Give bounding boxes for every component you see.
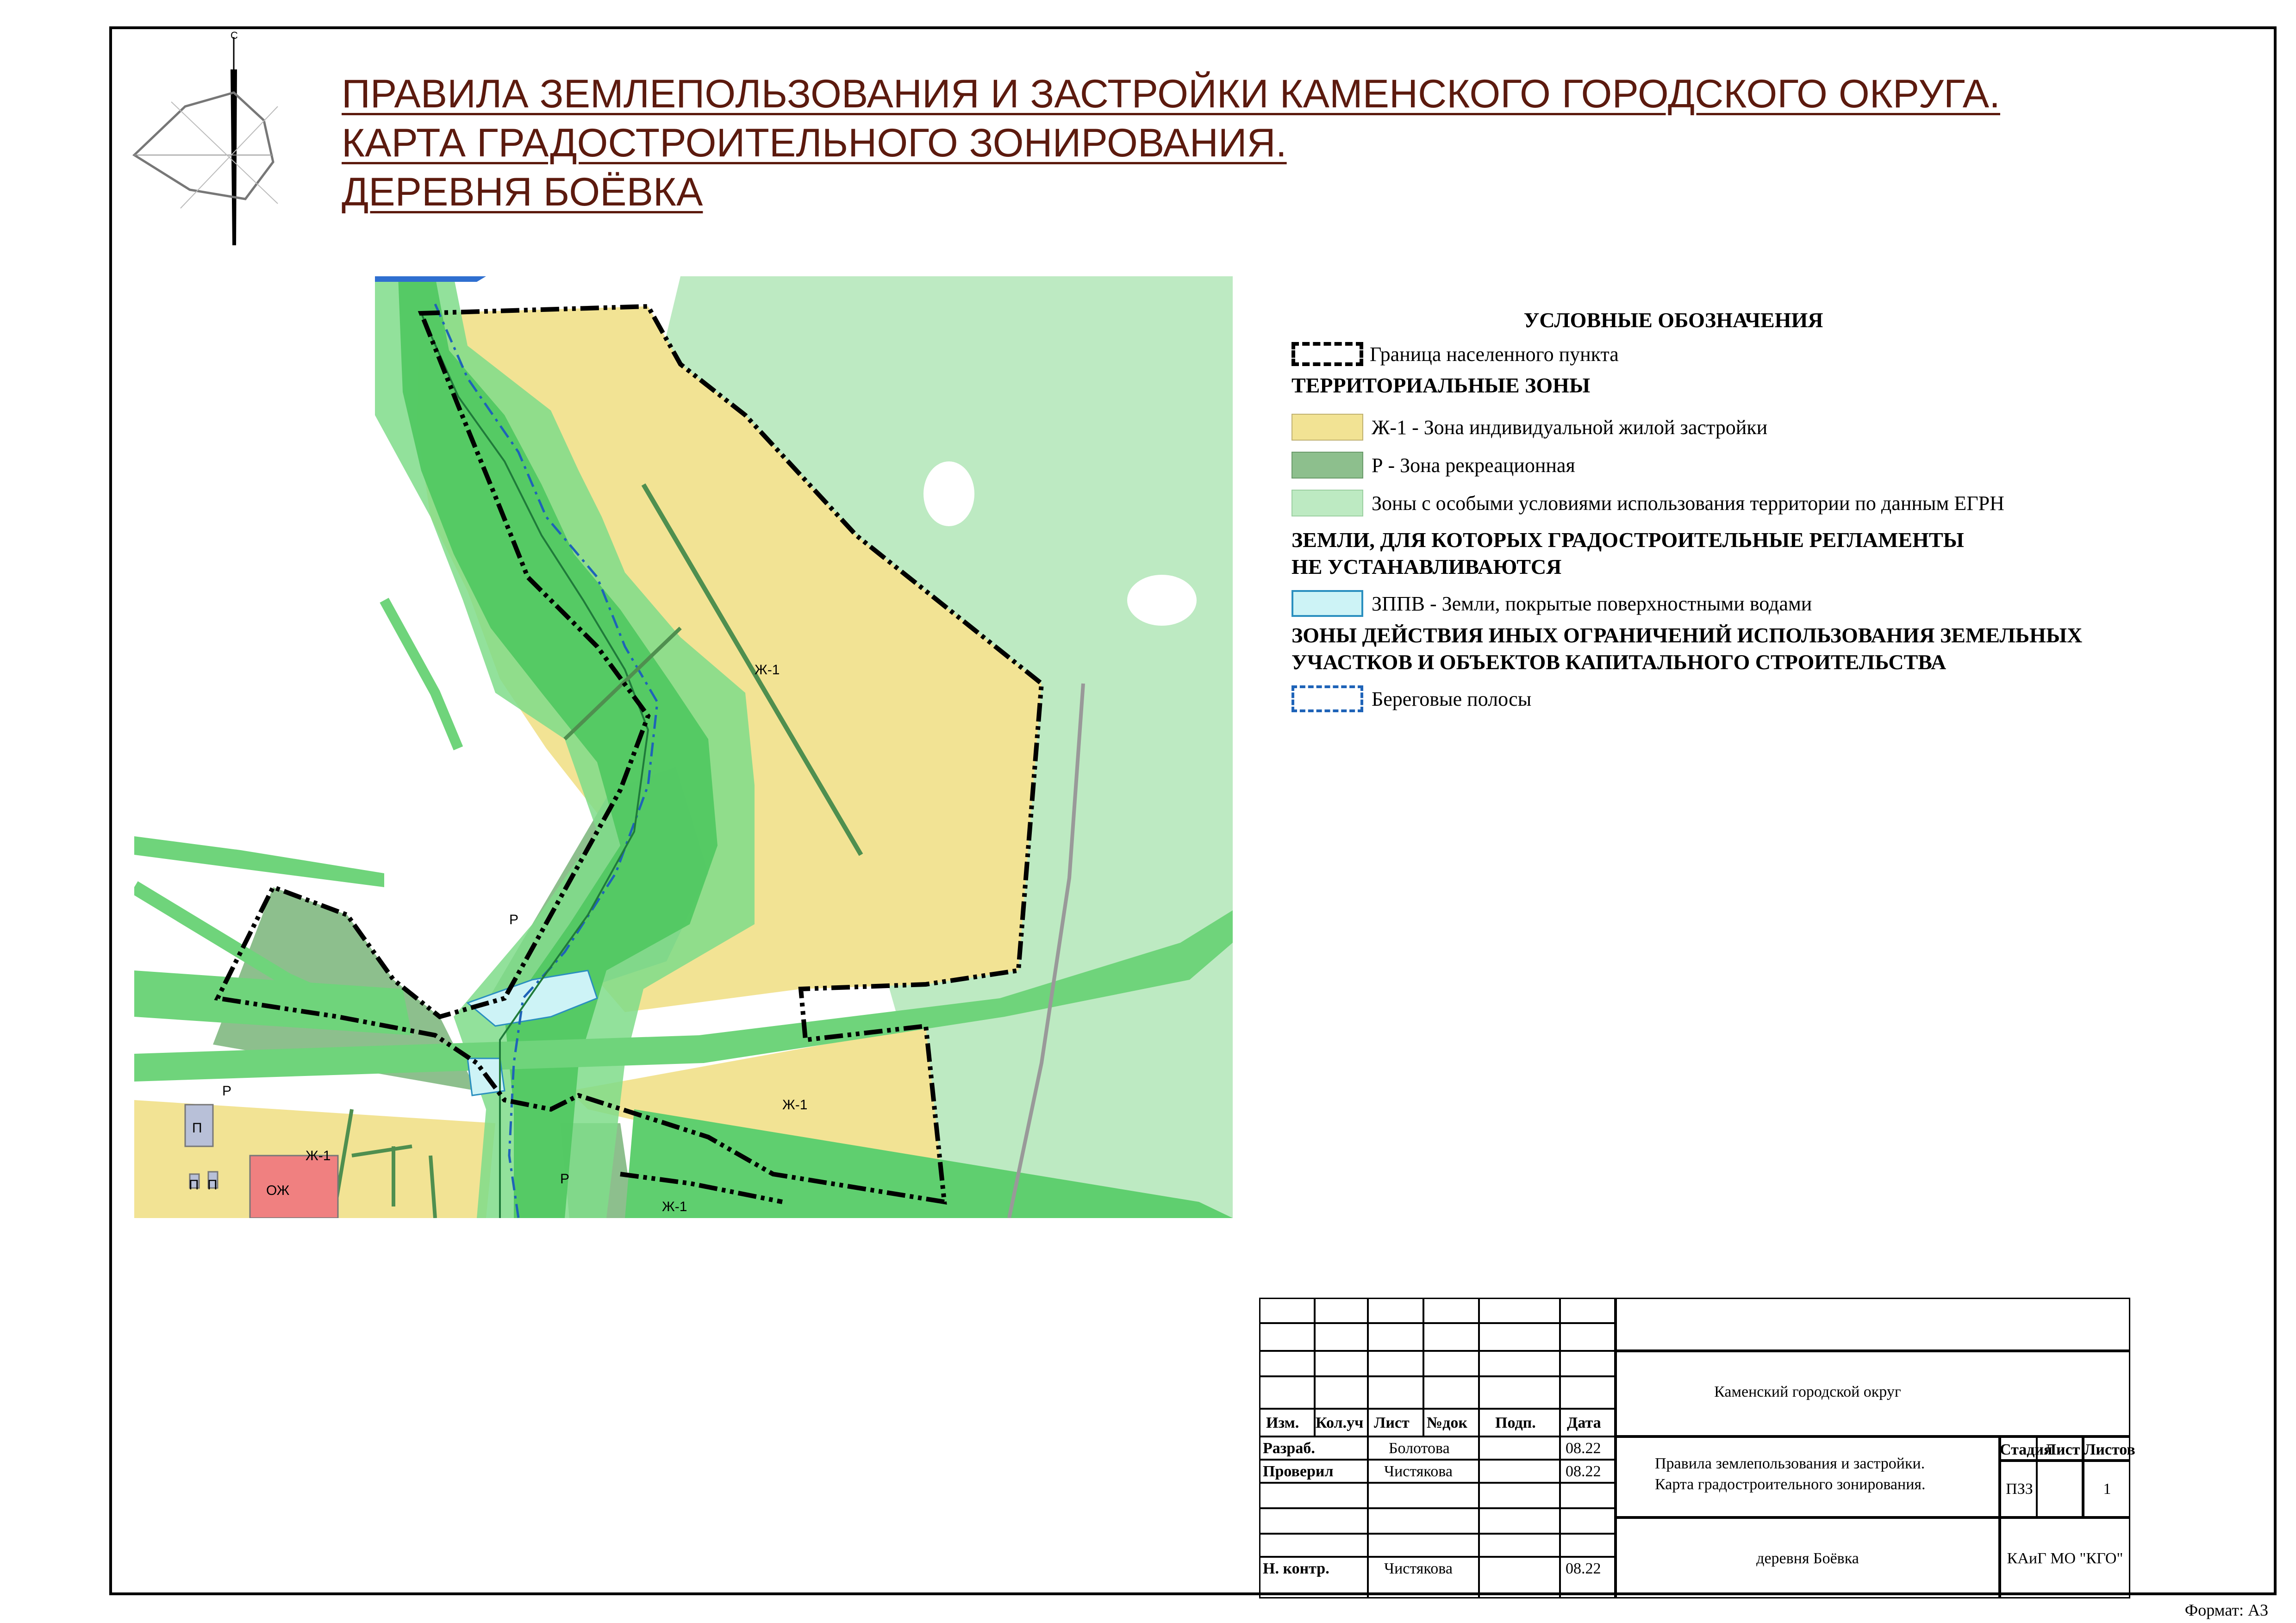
zoning-map — [134, 276, 1233, 1218]
label-p3: П — [207, 1177, 218, 1193]
zh1-swatch — [1292, 414, 1363, 441]
block-oj — [250, 1156, 338, 1218]
company-name: КАиГ МО "КГО" — [2007, 1550, 2123, 1567]
r-swatch — [1292, 452, 1363, 479]
legend-boundary-label: Граница населенного пункта — [1370, 342, 1619, 366]
header-list: Лист — [1374, 1414, 1410, 1431]
stage-label: Стадия — [2000, 1441, 2053, 1458]
label-zh1-main: Ж-1 — [755, 662, 780, 678]
legend-section-other-2: УЧАСТКОВ И ОБЪЕКТОВ КАПИТАЛЬНОГО СТРОИТЕЛЬСТВА — [1292, 650, 1947, 674]
north-arrow-icon — [125, 28, 282, 250]
legend-shore — [1292, 685, 2217, 713]
title-block — [1259, 1298, 2135, 1598]
row3-name: Чистякова — [1384, 1560, 1453, 1577]
row2-date: 08.22 — [1566, 1463, 1601, 1480]
sheets-label: Листов — [2084, 1441, 2135, 1458]
legend-special-label: Зоны с особыми условиями использования территории по данным ЕГРН — [1372, 491, 2004, 515]
label-oj: ОЖ — [266, 1183, 290, 1198]
label-zh1-bottom: Ж-1 — [662, 1199, 687, 1214]
label-r-bottom: Р — [560, 1171, 570, 1187]
legend-section-other — [1292, 622, 2217, 676]
legend-r-label: Р - Зона рекреационная — [1372, 454, 1575, 477]
river-top — [375, 276, 486, 282]
row1-role: Разраб. — [1263, 1440, 1315, 1457]
title-line-3: ДЕРЕВНЯ БОЁВКА — [342, 170, 703, 214]
shore-swatch — [1292, 685, 1363, 712]
row1-name: Болотова — [1389, 1440, 1450, 1457]
legend-title: УСЛОВНЫЕ ОБОЗНАЧЕНИЯ — [1523, 308, 1823, 332]
label-zh1-south: Ж-1 — [782, 1097, 808, 1113]
row2-name: Чистякова — [1384, 1463, 1453, 1480]
legend-water — [1292, 590, 2217, 617]
legend-special — [1292, 484, 2217, 522]
legend-boundary — [1292, 341, 2217, 367]
row3-role: Н. контр. — [1263, 1560, 1329, 1577]
legend-shore-label: Береговые полосы — [1372, 687, 1532, 710]
legend-zh1-label: Ж-1 - Зона индивидуальной жилой застройки — [1372, 416, 1768, 439]
legend-section-lands-2: НЕ УСТАНАВЛИВАЮТСЯ — [1292, 555, 1562, 578]
label-r-left: Р — [222, 1083, 232, 1099]
north-label: С — [231, 30, 238, 41]
org-name: Каменский городской округ — [1714, 1383, 1901, 1400]
legend — [1292, 308, 2217, 713]
legend-zh1 — [1292, 408, 2217, 446]
water-swatch — [1292, 590, 1363, 617]
legend-section-zones: ТЕРРИТОРИАЛЬНЫЕ ЗОНЫ — [1292, 373, 1591, 397]
row2-role: Проверил — [1263, 1463, 1334, 1480]
label-zh1-left: Ж-1 — [306, 1148, 331, 1163]
special-swatch — [1292, 490, 1363, 516]
page-title — [342, 69, 2000, 217]
legend-r — [1292, 446, 2217, 484]
label-p2: П — [189, 1177, 199, 1193]
header-podp: Подп. — [1495, 1414, 1536, 1431]
title-line-1: ПРАВИЛА ЗЕМЛЕПОЛЬЗОВАНИЯ И ЗАСТРОЙКИ КАМЕНСКОГО ГОРОДСКОГО ОКРУГА. — [342, 72, 2000, 116]
sheet-label: Лист — [2044, 1441, 2080, 1458]
title-line-2: КАРТА ГРАДОСТРОИТЕЛЬНОГО ЗОНИРОВАНИЯ. — [342, 121, 1287, 165]
row1-date: 08.22 — [1566, 1440, 1601, 1457]
place-name: деревня Боёвка — [1756, 1550, 1859, 1567]
stage-value: ПЗЗ — [2006, 1480, 2033, 1498]
header-izm: Изм. — [1266, 1414, 1299, 1431]
doc-line-1: Правила землепользования и застройки. — [1655, 1455, 1925, 1472]
legend-water-label: ЗППВ - Земли, покрытые поверхностными водами — [1372, 592, 1812, 615]
row3-date: 08.22 — [1566, 1560, 1601, 1577]
header-data: Дата — [1567, 1414, 1601, 1431]
label-r-mid: Р — [509, 912, 519, 927]
boundary-swatch — [1292, 342, 1363, 366]
header-koluch: Кол.уч — [1316, 1414, 1364, 1431]
label-p1: П — [192, 1120, 202, 1136]
legend-section-lands-1: ЗЕМЛИ, ДЛЯ КОТОРЫХ ГРАДОСТРОИТЕЛЬНЫЕ РЕГЛАМЕНТЫ — [1292, 528, 1964, 552]
doc-line-2: Карта градостроительного зонирования. — [1655, 1476, 1926, 1493]
format-label: Формат: А3 — [2184, 1601, 2268, 1619]
legend-section-lands — [1292, 527, 2217, 580]
header-ndok: №док — [1427, 1414, 1467, 1431]
sheets-value: 1 — [2103, 1480, 2111, 1498]
legend-section-other-1: ЗОНЫ ДЕЙСТВИЯ ИНЫХ ОГРАНИЧЕНИЙ ИСПОЛЬЗОВАНИЯ ЗЕМЕЛЬНЫХ — [1292, 623, 2083, 647]
